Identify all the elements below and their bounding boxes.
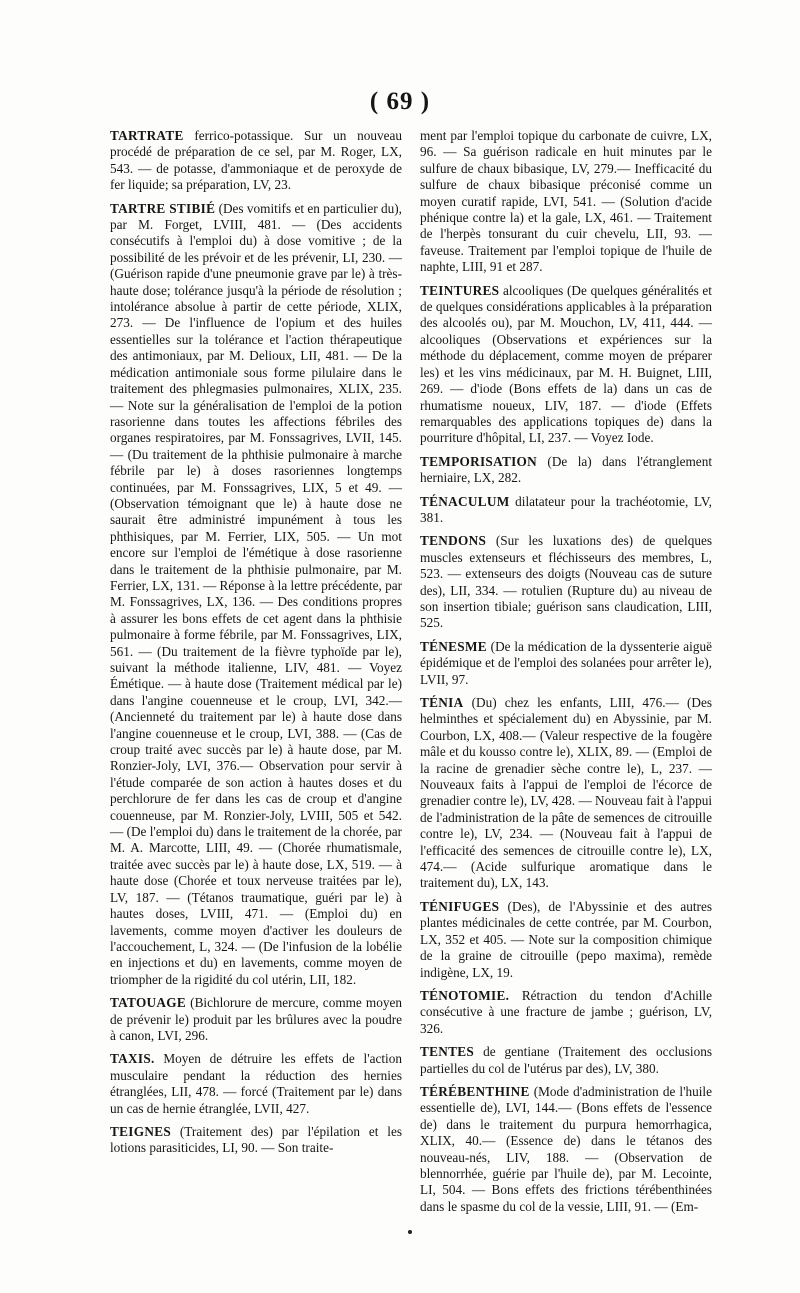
entry-text: Moyen de détruire les effets de l'action musculaire pendant la réduction des hernies étranglées, LII, 478. — forcé (Traitement par le) dans un cas de hernie étranglée, LVII, 427. (110, 1051, 402, 1116)
index-entry (110, 1124, 402, 1157)
entry-headword: TÉNIFUGES (420, 898, 500, 914)
index-entry (420, 494, 712, 527)
entry-headword: TARTRE STIBIÉ (110, 200, 216, 216)
index-entry (420, 1084, 712, 1215)
index-entry (420, 128, 712, 276)
entry-headword: TÉNESME (420, 638, 487, 654)
index-entry (420, 639, 712, 688)
entry-text: (Des), de l'Abyssinie et des autres plantes médicinales de cette contrée, par M. Courbon, LX, 352 et 405. — Note sur la composition chimique de la graine de citrouille (pepo maxima), remède indigène, LX, 19. (420, 898, 712, 980)
index-entry (420, 1044, 712, 1077)
entry-text: (Bichlorure de mercure, comme moyen de prévenir le) produit par les brûlures avec la poudre à canon, LVI, 296. (110, 995, 402, 1043)
right-column (420, 128, 712, 1222)
index-entry (420, 533, 712, 631)
entry-headword: TENTES (420, 1044, 475, 1060)
page-number: ( 69 ) (369, 88, 431, 115)
entry-text: alcooliques (De quelques généralités et de quelques considérations applicables à la préparation des alcoolés ou), par M. Mouchon, LV, 411, 444. — alcooliques (Observations et expériences sur la méthode du déplacement, comme moyen de préparer les) et les vins médicinaux, par M. H. Buignet, LIII, 269. — d'iode (Bons effets de la) dans un cas de rhumatisme noueux, LIV, 187. — d'iode (Effets remarquables des applications topiques de) dans la pourriture d'hôpital, LI, 237. — Voyez Iode. (420, 282, 712, 446)
entry-text: de gentiane (Traitement des occlusions partielles du col de l'utérus par des), LV, 380. (420, 1044, 712, 1076)
entry-text: (Des vomitifs et en particulier du), par M. Forget, LVIII, 481. — (Des accidents consécutifs à l'emploi du) à dose vomitive ; de la possibilité de les prévoir et de les prévenir, LI, 230. — (Guérison rapide d'une pneumonie grave par le) à très-haute dose; tolérance jusqu'à la période de résolution ; intolérance absolue à partir de cette période, XLIX, 273. — De l'influence de l'opium et des huiles essentielles sur la tolérance et l'action thérapeutique des antimoniaux, par M. Delioux, LII, 481. — De la médication antimoniale sous forme pilulaire dans le traitement des phlegmasies pulmonaires, XLIX, 235. — Note sur la généralisation de l'emploi de la potion rasorienne dans toutes les affections fébriles des organes respiratoires, par M. Fonssagrives, LVII, 145. — (Du traitement de la phthisie pulmonaire à marche fébrile par le) à doses rasoriennes longtemps continuées, par M. Fonssagrives, LIX, 5 et 49. — (Observation témoignant que le) à haute dose ne saurait être administré impunément à tous les phthisiques, par M. Ferrier, LIX, 505. — Un mot encore sur l'emploi de l'émétique à dose rasorienne dans le traitement de la phthisie pulmonaire, par M. Ferrier, LX, 131. — Réponse à la lettre précédente, par M. Fonssagrives, LX, 136. — Des conditions propres à assurer les bons effets de cet agent dans la phthisie pulmonaire à forme fébrile, par M. Fonssagrives, LIX, 561. — (Du traitement de la fièvre typhoïde par le), suivant la méthode italienne, LIV, 481. — Voyez Émétique. — à haute dose (Traitement médical par le) dans l'angine couenneuse et le croup, LVI, 342.— (Ancienneté du traitement par le) à haute dose dans l'angine couenneuse et le croup, LVI, 388. — (Cas de croup traité avec succès par le) à haute dose, par M. Ronzier-Joly, LVI, 376.— Observation pour servir à l'étude comparée de son action à hautes doses et du perchlorure de fer dans les cas de croup et d'angine couenneuse, par M. Ronzier-Joly, LVIII, 505 et 542. — (De l'emploi du) dans le traitement de la chorée, par M. A. Marcotte, LIII, 49. — (Chorée rhumatismale, traitée avec succès par le) à haute dose, LX, 519. — à haute dose (Chorée et toux nerveuse traitées par le), LV, 187. — (Tétanos traumatique, guéri par le) à hautes doses, LVIII, 471. — (Emploi du) en lavements, comme moyen d'activer les douleurs de l'accouchement, L, 324. — (De l'infusion de la lobélie en injections et du) en lavements, comme moyen de triompher de la rigidité du col utérin, LII, 182. (110, 200, 402, 987)
ink-dot (408, 1230, 412, 1234)
entry-text: dilatateur pour la trachéotomie, LV, 381. (420, 493, 712, 525)
entry-text: (Du) chez les enfants, LIII, 476.— (Des helminthes et spécialement du) en Abyssinie, par M. Courbon, LX, 408.— (Valeur respective de la fougère mâle et du kousso contre le), XLIX, 89. — (Emploi de la racine de grenadier sèche contre le), L, 237. — Nouveaux faits à l'appui de l'emploi de l'écorce de grenadier contre le), LV, 428. — Nouveau fait à l'appui de l'administration de la pâte de semences de citrouille contre le), LV, 234. — (Nouveau fait à l'appui de l'efficacité des semences de citrouille contre le), LX, 474.— (Acide sulfurique aromatique dans le traitement du), LX, 143. (420, 695, 712, 891)
index-entry (420, 454, 712, 487)
index-entry (420, 899, 712, 981)
index-entry (420, 695, 712, 892)
entry-headword: TAXIS. (110, 1051, 155, 1067)
index-entry (110, 201, 402, 989)
entry-text: (Sur les luxations des) de quelques muscles extenseurs et fléchisseurs des membres, L, 523. — extenseurs des doigts (Nouveau cas de suture des), LII, 334. — rotulien (Rupture du) au niveau de son insertion tibiale; guérison sans claudication, LIII, 525. (420, 533, 712, 631)
left-column (110, 128, 402, 1164)
entry-headword: TEIGNES (110, 1123, 172, 1139)
entry-headword: TEMPORISATION (420, 453, 538, 469)
index-entry (110, 128, 402, 194)
index-entry (110, 995, 402, 1044)
entry-headword: TEINTURES (420, 282, 500, 298)
entry-text: (Traitement des) par l'épilation et les lotions parasiticides, LI, 90. — Son traite- (110, 1123, 402, 1156)
entry-headword: TÉRÉBENTHINE (420, 1083, 530, 1099)
entry-headword: TATOUAGE (110, 995, 187, 1011)
entry-text: Rétraction du tendon d'Achille consécutive à une fracture de jambe ; guérison, LV, 326. (420, 987, 712, 1036)
entry-text: ferrico-potassique. Sur un nouveau procédé de préparation de ce sel, par M. Roger, LX, 543. — de potasse, d'ammoniaque et de peroxyde de fer liquide; sa préparation, LV, 23. (110, 128, 402, 193)
entry-headword: TÉNOTOMIE. (420, 987, 510, 1003)
index-entry (110, 1051, 402, 1117)
entry-headword: TÉNACULUM (420, 493, 510, 509)
entry-headword: TENDONS (420, 533, 487, 549)
index-entry (420, 988, 712, 1037)
index-entry (420, 283, 712, 447)
entry-text: (De la médication de la dyssenterie aiguë épidémique et de l'emploi des solanées pour arrêter le), LVII, 97. (420, 638, 712, 687)
entry-text: ment par l'emploi topique du carbonate de cuivre, LX, 96. — Sa guérison radicale en huit minutes par le sulfure de chaux bibasique, LV, 279.— Inefficacité du sulfure de chaux bibasique préconisé comme un moyen curatif rapide, LVI, 541. — (Solution d'acide phénique contre la) et la gale, LX, 461. — Traitement de l'herpès tonsurant du cuir chevelu, LII, 93. — faveuse. Traitement par l'emploi topique de l'huile de naphte, LIII, 91 et 287. (420, 128, 712, 275)
entry-headword: TARTRATE (110, 128, 184, 143)
entry-text: (De la) dans l'étranglement herniaire, LX, 282. (420, 453, 712, 486)
entry-text: (Mode d'administration de l'huile essentielle de), LVI, 144.— (Bons effets de l'essence de) dans le traitement du purpura hemorrhagica, XLIX, 40.— (Essence de) dans le tétanos des nouveau-nés, LIV, 188. — (Observation de blennorrhée, guérie par l'huile de), par M. Lecointe, LI, 504. — Bons effets des frictions térébenthinées dans le spasme du col de la vessie, LIII, 91. — (Em- (420, 1083, 712, 1214)
entry-headword: TÉNIA (420, 695, 464, 710)
